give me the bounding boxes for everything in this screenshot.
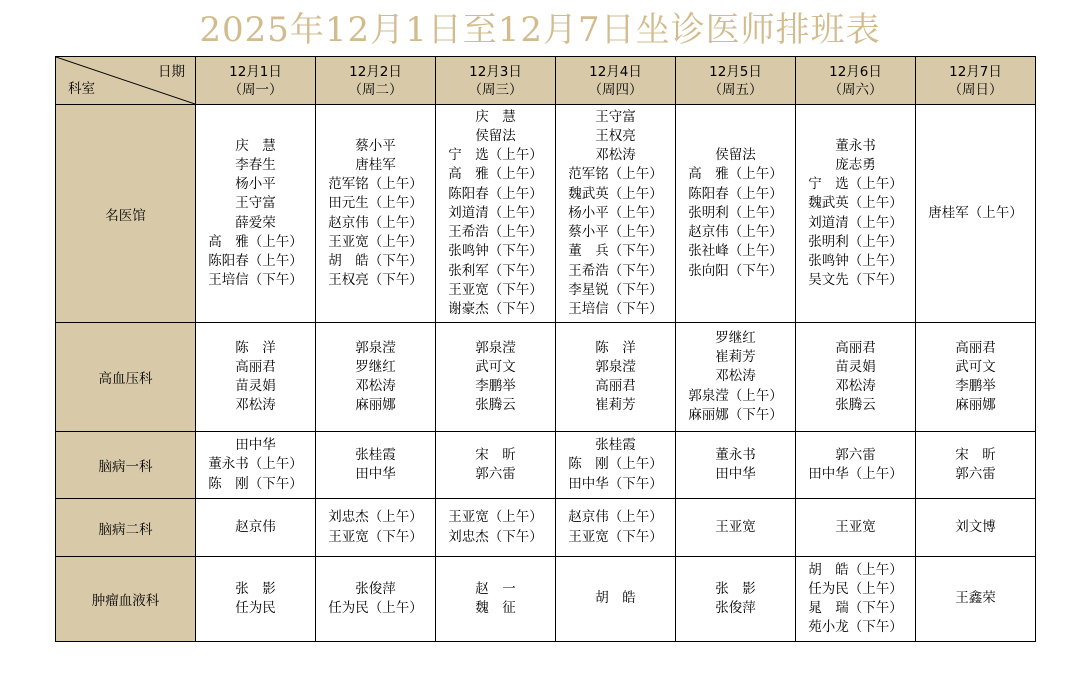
schedule-cell xyxy=(316,323,436,432)
schedule-cell xyxy=(436,557,556,642)
doctor-name: 蔡小平 xyxy=(355,137,396,154)
doctor-name: 高丽君 xyxy=(955,339,996,356)
schedule-cell xyxy=(916,499,1036,557)
doctor-name: 赵 一 xyxy=(475,580,516,597)
doctor-name: 宋 昕 xyxy=(475,446,516,463)
doctor-name: 田元生（上午） xyxy=(328,195,423,212)
doctor-name: 张桂霞 xyxy=(595,437,636,454)
schedule-cell xyxy=(916,323,1036,432)
doctor-name: 王培信（下午） xyxy=(568,300,663,317)
doctor-name: 郭六雷 xyxy=(475,466,516,482)
doctor-name: 任为民（上午） xyxy=(328,600,423,616)
doctor-name: 庞志勇 xyxy=(835,156,876,173)
table-row xyxy=(56,557,1036,642)
doctor-name: 董永书 xyxy=(835,137,876,154)
doctor-name: 郭泉滢（上午） xyxy=(688,387,783,404)
doctor-name: 武可文 xyxy=(955,358,996,375)
day-header xyxy=(436,57,556,105)
corner-header xyxy=(56,57,196,105)
doctor-name: 董 兵（下午） xyxy=(568,243,663,260)
doctor-name: 张俊萍 xyxy=(715,600,756,616)
doctor-name: 郭泉滢 xyxy=(355,339,396,356)
doctor-name: 胡 皓（下午） xyxy=(328,252,423,269)
doctor-name: 张 影 xyxy=(715,580,756,597)
schedule-cell xyxy=(796,323,916,432)
schedule-cell xyxy=(436,323,556,432)
doctor-name: 唐桂军（上午） xyxy=(928,204,1023,221)
schedule-cell xyxy=(796,105,916,323)
day-date: 12月5日 xyxy=(709,63,762,80)
doctor-name: 宋 昕 xyxy=(955,446,996,463)
doctor-name: 田中华 xyxy=(715,466,756,482)
doctor-name: 张俊萍 xyxy=(355,580,396,597)
schedule-cell xyxy=(916,432,1036,499)
doctor-name: 陈阳春（上午） xyxy=(448,185,543,202)
doctor-name: 刘忠杰（下午） xyxy=(448,528,543,545)
doctor-name: 苗灵娟 xyxy=(235,378,276,394)
doctor-name: 崔莉芳 xyxy=(595,397,636,414)
schedule-cell xyxy=(436,499,556,557)
doctor-name: 陈 洋 xyxy=(595,339,636,356)
doctor-name: 王希浩（上午） xyxy=(448,224,543,241)
day-date: 12月1日 xyxy=(229,63,282,80)
doctor-name: 麻丽娜 xyxy=(355,397,396,414)
header-row xyxy=(56,57,1036,105)
doctor-name: 任为民 xyxy=(235,600,276,616)
day-header xyxy=(196,57,316,105)
day-header xyxy=(676,57,796,105)
schedule-cell xyxy=(916,557,1036,642)
doctor-name: 张鸣钟（上午） xyxy=(808,252,903,269)
doctor-name: 宁 选（上午） xyxy=(448,147,543,164)
doctor-name: 王鑫荣 xyxy=(955,590,996,607)
doctor-name: 王培信（下午） xyxy=(208,272,303,289)
doctor-name: 田中华（下午） xyxy=(568,475,663,492)
schedule-table xyxy=(55,56,1036,642)
schedule-cell xyxy=(556,105,676,323)
doctor-name: 范军铭（上午） xyxy=(328,176,423,193)
dept-name: 肿瘤血液科 xyxy=(56,557,196,642)
doctor-name: 陈阳春（上午） xyxy=(688,185,783,202)
doctor-name: 王亚宽（下午） xyxy=(328,528,423,545)
dept-name: 高血压科 xyxy=(56,323,196,432)
schedule-cell xyxy=(676,499,796,557)
doctor-name: 李星锐（下午） xyxy=(568,281,663,298)
doctor-name: 邓松涛 xyxy=(595,147,636,164)
doctor-name: 罗继红 xyxy=(715,329,756,346)
day-weekday: （周四） xyxy=(588,81,643,98)
schedule-cell xyxy=(796,499,916,557)
doctor-name: 邓松涛 xyxy=(835,378,876,394)
doctor-name: 侯留法 xyxy=(715,147,756,164)
schedule-cell xyxy=(316,432,436,499)
doctor-name: 宁 选（上午） xyxy=(808,176,903,193)
schedule-cell xyxy=(556,323,676,432)
doctor-name: 王亚宽 xyxy=(715,518,756,535)
doctor-name: 胡 皓 xyxy=(595,590,636,607)
doctor-name: 李鹏举 xyxy=(475,378,516,394)
schedule-cell xyxy=(796,432,916,499)
doctor-name: 王权亮 xyxy=(595,128,636,145)
doctor-name: 郭泉滢 xyxy=(475,339,516,356)
schedule-cell xyxy=(316,499,436,557)
schedule-cell xyxy=(676,432,796,499)
doctor-name: 麻丽娜 xyxy=(955,397,996,414)
schedule-cell xyxy=(556,499,676,557)
doctor-name: 刘忠杰（上午） xyxy=(328,509,423,526)
schedule-cell xyxy=(316,557,436,642)
doctor-name: 杨小平 xyxy=(235,176,276,193)
doctor-name: 张腾云 xyxy=(835,397,876,414)
doctor-name: 谢豪杰（下午） xyxy=(448,300,543,317)
page-title: 2025年12月1日至12月7日坐诊医师排班表 xyxy=(199,10,881,50)
day-date: 12月7日 xyxy=(949,63,1002,80)
doctor-name: 王守富 xyxy=(235,195,276,212)
doctor-name: 杨小平（上午） xyxy=(568,204,663,221)
doctor-name: 张明利（上午） xyxy=(688,204,783,221)
doctor-name: 郭六雷 xyxy=(955,466,996,482)
schedule-cell xyxy=(196,432,316,499)
doctor-name: 张 影 xyxy=(235,580,276,597)
doctor-name: 武可文 xyxy=(475,358,516,375)
schedule-cell xyxy=(196,499,316,557)
doctor-name: 田中华（上午） xyxy=(808,466,903,482)
doctor-name: 李春生 xyxy=(235,156,276,173)
doctor-name: 邓松涛 xyxy=(235,397,276,414)
doctor-name: 张向阳（下午） xyxy=(688,262,783,279)
day-date: 12月6日 xyxy=(829,63,882,80)
day-header xyxy=(916,57,1036,105)
schedule-body xyxy=(56,105,1036,642)
day-header xyxy=(316,57,436,105)
doctor-name: 任为民（上午） xyxy=(808,580,903,597)
doctor-name: 王亚宽（下午） xyxy=(448,281,543,298)
doctor-name: 王希浩（下午） xyxy=(568,262,663,279)
dept-name: 脑病二科 xyxy=(56,499,196,557)
dept-name: 脑病一科 xyxy=(56,432,196,499)
schedule-cell xyxy=(916,105,1036,323)
doctor-name: 蔡小平（上午） xyxy=(568,224,663,241)
doctor-name: 高丽君 xyxy=(835,339,876,356)
schedule-cell xyxy=(556,557,676,642)
doctor-name: 王亚宽（上午） xyxy=(448,509,543,526)
table-row xyxy=(56,499,1036,557)
schedule-cell xyxy=(676,105,796,323)
doctor-name: 张利军（下午） xyxy=(448,262,543,279)
schedule-cell xyxy=(676,323,796,432)
doctor-name: 罗继红 xyxy=(355,358,396,375)
doctor-name: 田中华 xyxy=(355,466,396,482)
doctor-name: 魏武英（上午） xyxy=(568,185,663,202)
day-weekday: （周六） xyxy=(828,81,883,98)
doctor-name: 侯留法 xyxy=(475,128,516,145)
doctor-name: 陈阳春（上午） xyxy=(208,252,303,269)
doctor-name: 陈 刚（下午） xyxy=(208,475,303,492)
doctor-name: 赵京伟 xyxy=(235,518,276,535)
day-weekday: （周二） xyxy=(348,81,403,98)
doctor-name: 魏 征 xyxy=(475,600,516,616)
dept-axis-label: 科室 xyxy=(68,81,95,97)
doctor-name: 赵京伟（上午） xyxy=(328,214,423,231)
doctor-name: 范军铭（上午） xyxy=(568,166,663,183)
doctor-name: 刘道清（上午） xyxy=(448,204,543,221)
dept-name: 名医馆 xyxy=(56,105,196,323)
table-row xyxy=(56,432,1036,499)
doctor-name: 董永书 xyxy=(715,446,756,463)
doctor-name: 吴文先（下午） xyxy=(808,272,903,289)
schedule-cell xyxy=(556,432,676,499)
doctor-name: 麻丽娜（下午） xyxy=(688,406,783,423)
table-row xyxy=(56,105,1036,323)
day-weekday: （周五） xyxy=(708,81,763,98)
day-date: 12月4日 xyxy=(589,63,642,80)
doctor-name: 陈 洋 xyxy=(235,339,276,356)
doctor-name: 王亚宽（下午） xyxy=(568,528,663,545)
doctor-name: 高 雅（上午） xyxy=(448,166,543,183)
day-header xyxy=(556,57,676,105)
doctor-name: 李鹏举 xyxy=(955,378,996,394)
doctor-name: 赵京伟（上午） xyxy=(688,224,783,241)
schedule-cell xyxy=(316,105,436,323)
doctor-name: 王权亮（下午） xyxy=(328,272,423,289)
day-weekday: （周日） xyxy=(948,81,1003,98)
doctor-name: 薛爱荣 xyxy=(235,214,276,231)
doctor-name: 崔莉芳 xyxy=(715,349,756,366)
doctor-name: 王守富 xyxy=(595,108,636,125)
doctor-name: 高丽君 xyxy=(595,378,636,394)
doctor-name: 魏武英（上午） xyxy=(808,195,903,212)
doctor-name: 邓松涛 xyxy=(715,368,756,385)
day-header xyxy=(796,57,916,105)
day-weekday: （周三） xyxy=(468,81,523,98)
schedule-cell xyxy=(196,105,316,323)
doctor-name: 赵京伟（上午） xyxy=(568,509,663,526)
doctor-name: 庆 慧 xyxy=(235,137,276,154)
doctor-name: 田中华 xyxy=(235,437,276,454)
doctor-name: 郭六雷 xyxy=(835,446,876,463)
doctor-name: 陈 刚（上午） xyxy=(568,456,663,473)
doctor-name: 苑小龙（下午） xyxy=(808,619,903,636)
doctor-name: 刘文博 xyxy=(955,518,996,535)
doctor-name: 苗灵娟 xyxy=(835,358,876,375)
doctor-name: 邓松涛 xyxy=(355,378,396,394)
doctor-name: 唐桂军 xyxy=(355,156,396,173)
date-axis-label: 日期 xyxy=(158,64,185,80)
doctor-name: 高 雅（上午） xyxy=(208,233,303,250)
day-weekday: （周一） xyxy=(228,81,283,98)
doctor-name: 张明利（上午） xyxy=(808,233,903,250)
doctor-name: 张桂霞 xyxy=(355,446,396,463)
schedule-cell xyxy=(436,432,556,499)
doctor-name: 胡 皓（上午） xyxy=(808,561,903,578)
schedule-cell xyxy=(436,105,556,323)
schedule-cell xyxy=(196,557,316,642)
doctor-name: 董永书（上午） xyxy=(208,456,303,473)
doctor-name: 王亚宽（上午） xyxy=(328,233,423,250)
day-date: 12月2日 xyxy=(349,63,402,80)
doctor-name: 晁 瑞（下午） xyxy=(808,600,903,616)
schedule-cell xyxy=(196,323,316,432)
doctor-name: 郭泉滢 xyxy=(595,358,636,375)
doctor-name: 刘道清（上午） xyxy=(808,214,903,231)
doctor-name: 高丽君 xyxy=(235,358,276,375)
schedule-cell xyxy=(796,557,916,642)
doctor-name: 张腾云 xyxy=(475,397,516,414)
table-row xyxy=(56,323,1036,432)
doctor-name: 张鸣钟（下午） xyxy=(448,243,543,260)
day-date: 12月3日 xyxy=(469,63,522,80)
doctor-name: 高 雅（上午） xyxy=(688,166,783,183)
doctor-name: 张社峰（上午） xyxy=(688,243,783,260)
doctor-name: 庆 慧 xyxy=(475,108,516,125)
doctor-name: 王亚宽 xyxy=(835,518,876,535)
schedule-cell xyxy=(676,557,796,642)
